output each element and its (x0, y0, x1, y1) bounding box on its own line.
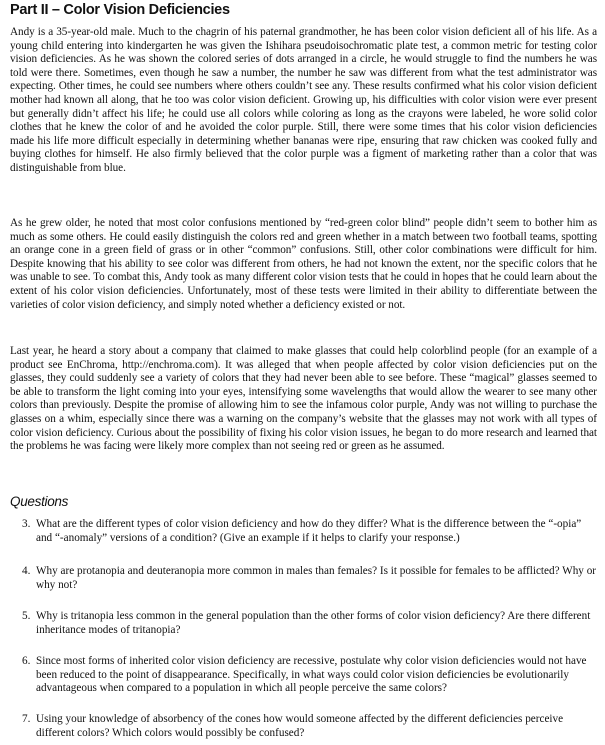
question-text: Using your knowledge of absorbency of the cones how would someone affected by the different deficiencies perceive different colors? Which colors would possibly be confused? (36, 713, 564, 739)
question-text: Since most forms of inherited color vision deficiency are recessive, postulate why color vision deficiencies would not have been reduced to the point of disappearance. Specifically, in what ways could color vision deficiencies be evolutionarily advantageous when compared to a population in which all people perceive the same colors? (36, 655, 587, 695)
question-number: 6. (22, 655, 31, 667)
part-title: Part II – Color Vision Deficiencies (10, 2, 230, 18)
question-number: 5. (22, 610, 31, 622)
question-7 (22, 713, 597, 740)
paragraph-3: Last year, he heard a story about a company that claimed to make glasses that could help colorblind people (for an example of a product see EnChroma, http://enchroma.com). It was alleged that when people affected by color vision deficiencies put on the glasses, they could suddenly see a variety of colors that they had never been able to see before. These “magical” glasses seemed to be able to transform the light coming into your eyes, intensifying some wavelengths that would allow the wearer to see many other colors than previously. Despite the promise of allowing him to see the infamous color purple, Andy was not willing to purchase the glasses on a whim, especially since there was a warning on the company’s website that the glasses may not work with all types of color vision deficiency. Curious about the possibility of fixing his color vision issues, he began to do more research and learned that the problems he was facing were likely more complex than not seeing red or green as he assumed. (10, 345, 597, 453)
question-text: Why are protanopia and deuteranopia more common in males than females? Is it possible for females to be afflicted? Why or why not? (36, 565, 597, 591)
questions-heading: Questions (10, 494, 69, 509)
question-5 (22, 610, 597, 637)
question-number: 3. (22, 518, 31, 530)
question-number: 7. (22, 713, 31, 725)
question-text: Why is tritanopia less common in the general population than the other forms of color vision deficiency? Are there different inheritance modes of tritanopia? (36, 610, 591, 636)
paragraph-1: Andy is a 35-year-old male. Much to the chagrin of his paternal grandmother, he has been color vision deficient all of his life. As a young child entering into kindergarten he was given the Ishihara pseudoisochromatic plate test, a common metric for testing color vision deficiencies. As he was shown the colored series of dots arranged in a circle, he would struggle to find the numbers he was told were there. Sometimes, even though he saw a number, the number he saw was different from what the test administrator was expecting. Other times, he could see numbers where others couldn’t see any. These results confirmed what his color vision deficient mother had known all along, that he too was color vision deficient. Growing up, his difficulties with color vision were ever present but generally didn’t affect his life; he could use all colors while coloring as long as the crayons were labeled, he wore solid color clothes that he knew the color of and he avoided the color purple. Still, there were some times that his color vision deficiencies made his life more difficult especially in determining whether bananas were ripe, ensuring that raw chicken was cooked fully and buying clothes for himself. He also firmly believed that the color purple was a figment of marketing rather than a color that was distinguishable from blue. (10, 26, 597, 174)
question-number: 4. (22, 565, 31, 577)
question-6 (22, 655, 597, 696)
paragraph-2: As he grew older, he noted that most color confusions mentioned by “red-green color blind” people didn’t seem to bother him as much as some others. He could easily distinguish the colors red and green whether in a match between two football teams, spotting an orange cone in a green field of grass or in other “common” confusions. Still, other color combinations were difficult for him. Despite knowing that his ability to see color was different from others, he had not known the extent, nor the specific colors that he was unable to see. To combat this, Andy took as many different color vision tests that he could in hopes that he could learn about the extent of his color vision deficiencies. Unfortunately, most of these tests were limited in their ability to differentiate between the varieties of color vision deficiency, and simply noted whether a deficiency existed or not. (10, 217, 597, 311)
question-4 (22, 565, 597, 592)
question-text: What are the different types of color vision deficiency and how do they differ? What is the difference between the “-opia” and “-anomaly” versions of a condition? (Give an example if it helps to clarify your response.) (36, 518, 582, 544)
question-3 (22, 518, 597, 545)
